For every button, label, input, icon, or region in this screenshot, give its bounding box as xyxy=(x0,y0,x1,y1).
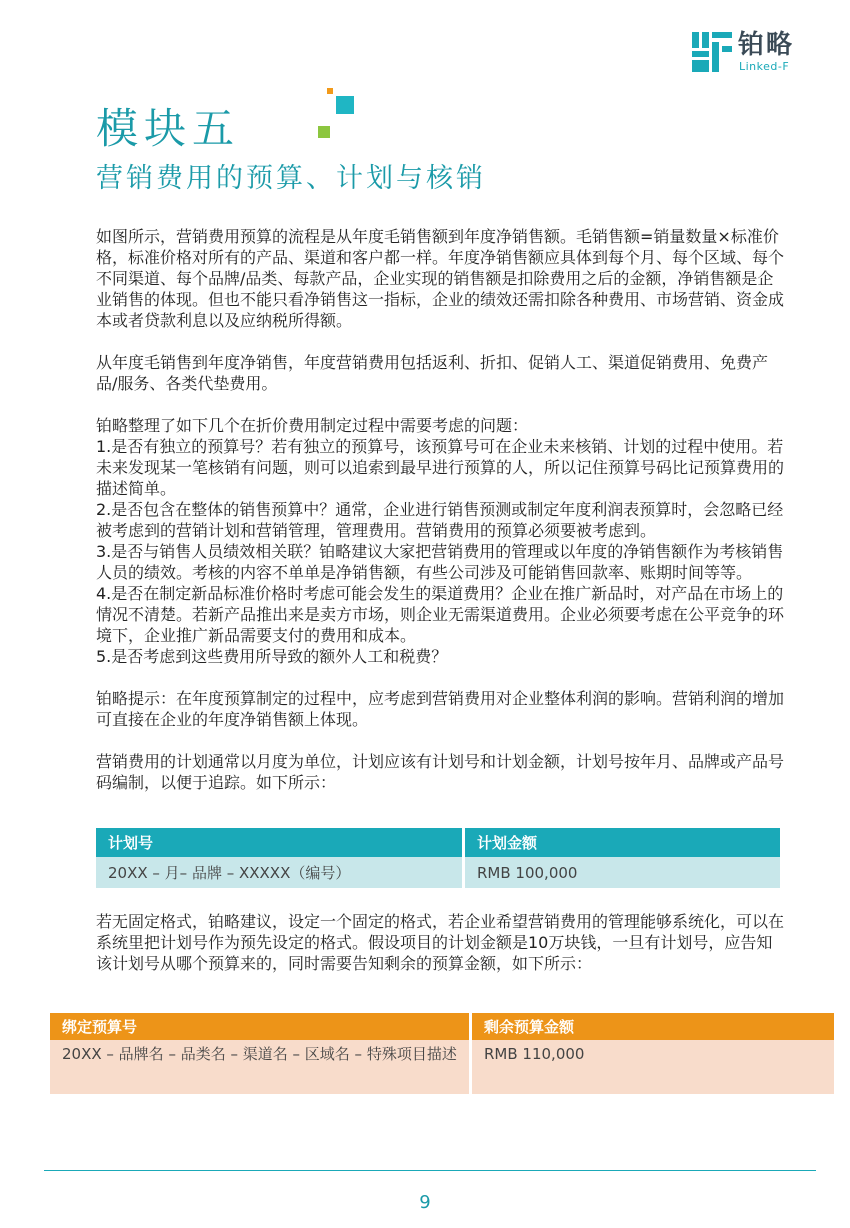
footer-divider xyxy=(44,1170,816,1171)
body-content xyxy=(96,226,788,793)
table-row xyxy=(96,857,780,888)
paragraph-format: 若无固定格式，铂略建议，设定一个固定的格式，若企业希望营销费用的管理能够系统化，可以在系统里把计划号作为预先设定的格式。假设项目的计划金额是10万块钱，一旦有计划号，应告知该计划号从哪个预算来的，同时需要告知剩余的预算金额，如下所示： xyxy=(96,912,785,973)
paragraph-expenses: 从年度毛销售到年度净销售，年度营销费用包括返利、折扣、促销人工、渠道促销费用、免费产品/服务、各类代垫费用。 xyxy=(96,353,769,393)
question-1: 1.是否有独立的预算号？若有独立的预算号，该预算号可在企业未来核销、计划的过程中使用。若未来发现某一笔核销有问题，则可以追索到最早进行预算的人，所以记住预算号码比记预算费用的描述简单。 xyxy=(96,437,785,498)
plan-number-header: 计划号 xyxy=(96,828,465,857)
remaining-budget-cell: RMB 110,000 xyxy=(472,1040,834,1094)
teal-square xyxy=(336,96,354,114)
page-number: 9 xyxy=(419,1192,431,1213)
budget-table xyxy=(50,1013,834,1094)
plan-number-cell: 20XX – 月– 品牌 – XXXXX（编号） xyxy=(96,857,465,888)
brand-logo xyxy=(692,30,812,74)
logo-english-text: Linked-F xyxy=(739,60,790,73)
paragraph-questions-intro: 铂略整理了如下几个在折价费用制定过程中需要考虑的问题： xyxy=(96,416,529,435)
green-square xyxy=(318,126,330,138)
plan-table xyxy=(96,828,780,888)
plan-amount-cell: RMB 100,000 xyxy=(465,857,780,888)
paragraph-intro: 如图所示，营销费用预算的流程是从年度毛销售额到年度净销售额。毛销售额=销量数量×标准价格，标准价格对所有的产品、渠道和客户都一样。年度净销售额应具体到每个月、每个区域、每个不同渠道、每个品牌/品类、每款产品，企业实现的销售额是扣除费用之后的金额，净销售额是企业销售的体现。但也不能只看净销售这一指标，企业的绩效还需扣除各种费用、市场营销、资金成本或者贷款利息以及应纳税所得额。 xyxy=(96,227,785,330)
budget-number-cell: 20XX – 品牌名 – 品类名 – 渠道名 – 区域名 – 特殊项目描述 xyxy=(50,1040,472,1094)
remaining-budget-header: 剩余预算金额 xyxy=(472,1013,834,1040)
paragraph-tip: 铂略提示：在年度预算制定的过程中，应考虑到营销费用对企业整体利润的影响。营销利润的增加可直接在企业的年度净销售额上体现。 xyxy=(96,689,785,729)
table-header-row xyxy=(96,828,780,857)
budget-number-header: 绑定预算号 xyxy=(50,1013,472,1040)
module-subtitle: 营销费用的预算、计划与核销 xyxy=(96,163,486,194)
plan-amount-header: 计划金额 xyxy=(465,828,780,857)
paragraph-plan: 营销费用的计划通常以月度为单位，计划应该有计划号和计划金额，计划号按年月、品牌或产品号码编制，以便于追踪。如下所示： xyxy=(96,752,785,792)
body-content-2 xyxy=(96,911,788,974)
logo-chinese-text: 铂略 xyxy=(738,30,795,60)
question-2: 2.是否包含在整体的销售预算中？通常，企业进行销售预测或制定年度利润表预算时，会忽略已经被考虑到的营销计划和营销管理，管理费用。营销费用的预算必须要被考虑到。 xyxy=(96,500,784,540)
table-row xyxy=(50,1040,834,1094)
decorative-squares xyxy=(318,88,366,144)
module-title: 模块五 xyxy=(96,104,241,153)
linked-f-logo-icon xyxy=(692,32,732,72)
question-3: 3.是否与销售人员绩效相关联？铂略建议大家把营销费用的管理或以年度的净销售额作为考核销售人员的绩效。考核的内容不单单是净销售额，有些公司涉及可能销售回款率、账期时间等等。 xyxy=(96,542,784,582)
question-5: 5.是否考虑到这些费用所导致的额外人工和税费？ xyxy=(96,647,448,666)
orange-square xyxy=(327,88,333,94)
question-4: 4.是否在制定新品标准价格时考虑可能会发生的渠道费用？企业在推广新品时，对产品在市场上的情况不清楚。若新产品推出来是卖方市场，则企业无需渠道费用。企业必须要考虑在公平竞争的环境下，企业推广新品需要支付的费用和成本。 xyxy=(96,584,785,645)
table-header-row xyxy=(50,1013,834,1040)
